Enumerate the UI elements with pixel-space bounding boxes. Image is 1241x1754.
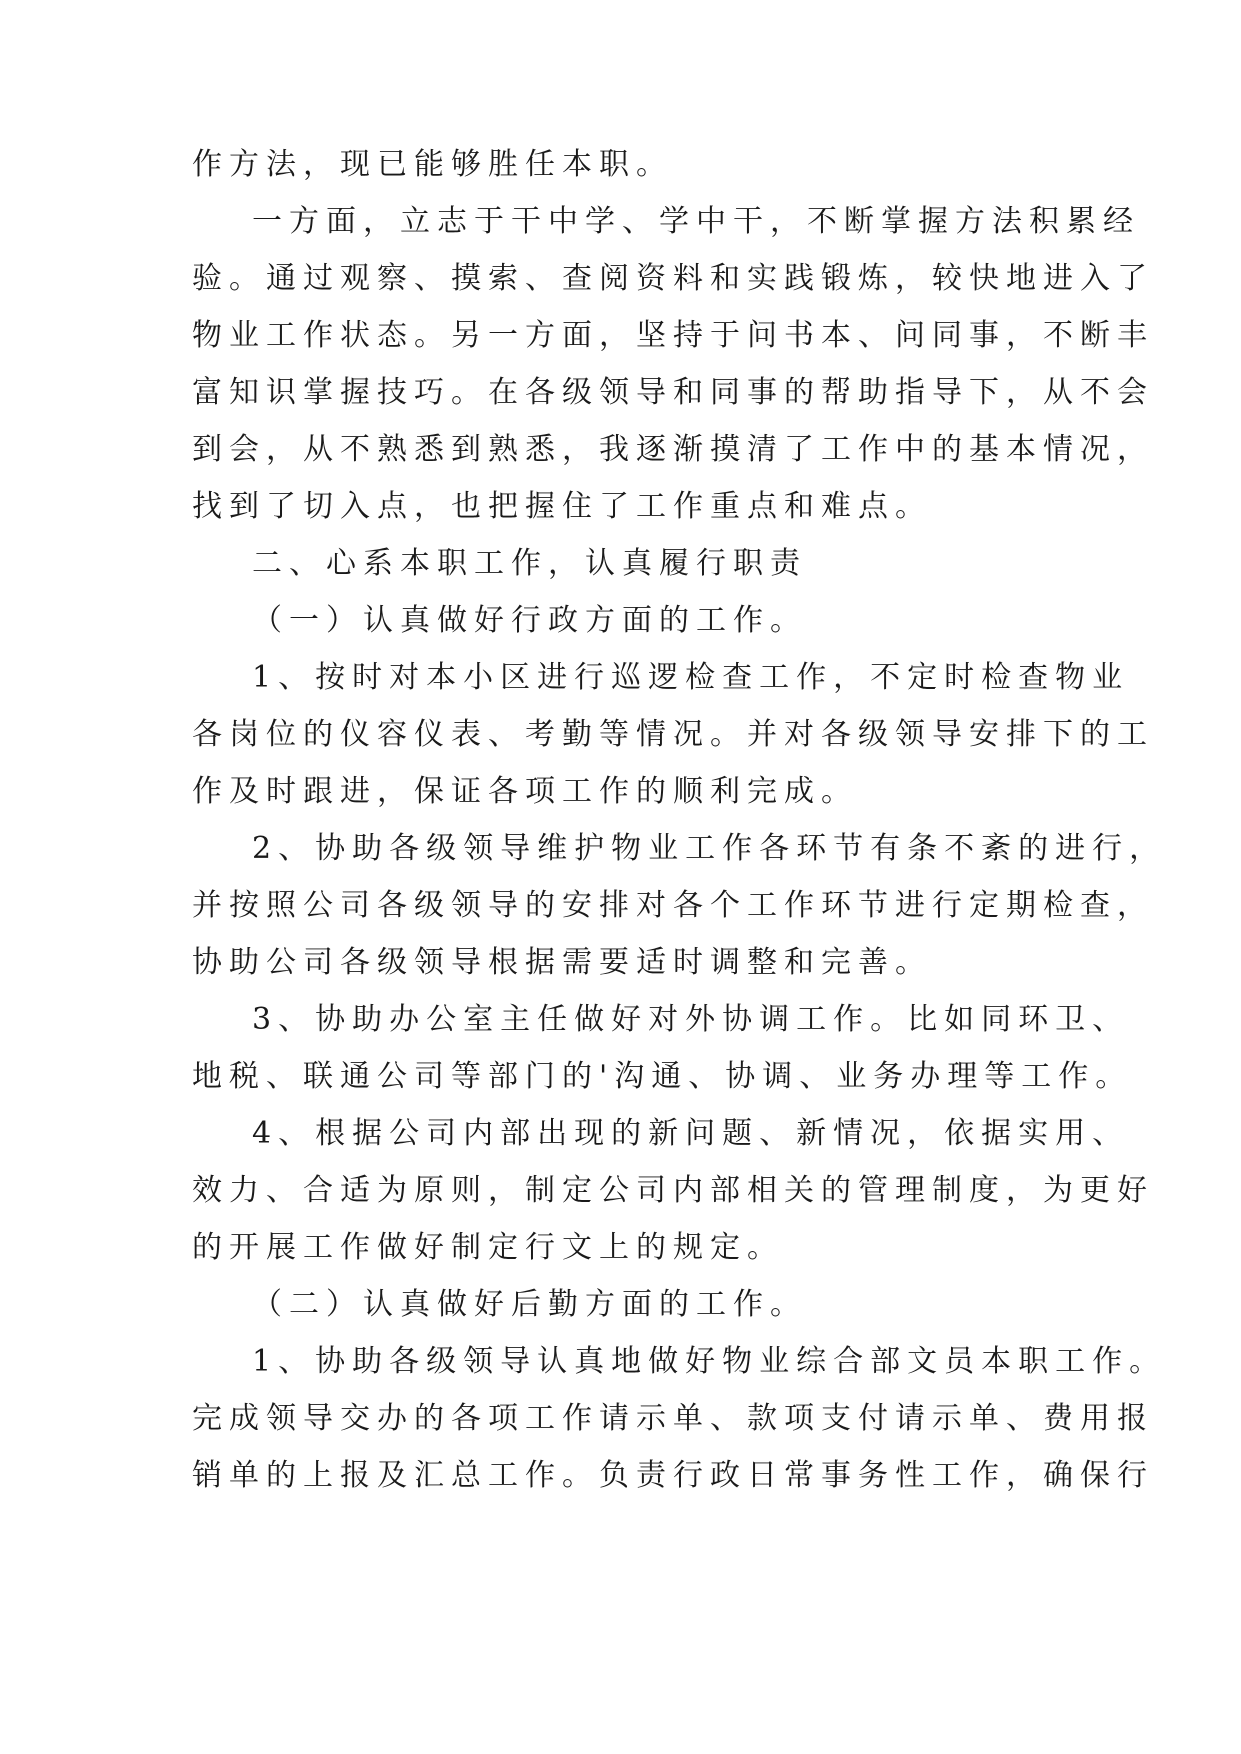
text-line: 找到了切入点，也把握住了工作重点和难点。 <box>192 489 932 524</box>
text-line: 作方法，现已能够胜任本职。 <box>192 147 673 182</box>
text-line: 1、按时对本小区进行巡逻检查工作，不定时检查物业 <box>252 660 1130 695</box>
section-heading: 二、心系本职工作，认真履行职责 <box>252 546 807 581</box>
text-line: 物业工作状态。另一方面，坚持于问书本、问同事，不断丰 <box>192 318 1154 353</box>
subsection-heading: （一）认真做好行政方面的工作。 <box>252 603 807 638</box>
text-line: 的开展工作做好制定行文上的规定。 <box>192 1230 784 1265</box>
text-line: 3、协助办公室主任做好对外协调工作。比如同环卫、 <box>252 1002 1130 1037</box>
text-line: 1、协助各级领导认真地做好物业综合部文员本职工作。 <box>252 1344 1167 1379</box>
text-line: 作及时跟进，保证各项工作的顺利完成。 <box>192 774 858 809</box>
text-line: 2、协助各级领导维护物业工作各环节有条不紊的进行， <box>252 831 1167 866</box>
text-line: 4、根据公司内部出现的新问题、新情况，依据实用、 <box>252 1116 1130 1151</box>
text-line: 一方面，立志于干中学、学中干，不断掌握方法积累经 <box>252 204 1140 239</box>
text-line: 各岗位的仪容仪表、考勤等情况。并对各级领导安排下的工 <box>192 717 1154 752</box>
text-line: 富知识掌握技巧。在各级领导和同事的帮助指导下，从不会 <box>192 375 1154 410</box>
text-line: 协助公司各级领导根据需要适时调整和完善。 <box>192 945 932 980</box>
text-line: 销单的上报及汇总工作。负责行政日常事务性工作，确保行 <box>192 1458 1154 1493</box>
subsection-heading: （二）认真做好后勤方面的工作。 <box>252 1287 807 1322</box>
text-line: 验。通过观察、摸索、查阅资料和实践锻炼，较快地进入了 <box>192 261 1154 296</box>
text-line: 完成领导交办的各项工作请示单、款项支付请示单、费用报 <box>192 1401 1154 1436</box>
text-line: 效力、合适为原则，制定公司内部相关的管理制度，为更好 <box>192 1173 1154 1208</box>
text-line: 并按照公司各级领导的安排对各个工作环节进行定期检查， <box>192 888 1154 923</box>
text-line: 到会，从不熟悉到熟悉，我逐渐摸清了工作中的基本情况， <box>192 432 1154 467</box>
text-line: 地税、联通公司等部门的'沟通、协调、业务办理等工作。 <box>192 1059 1133 1094</box>
